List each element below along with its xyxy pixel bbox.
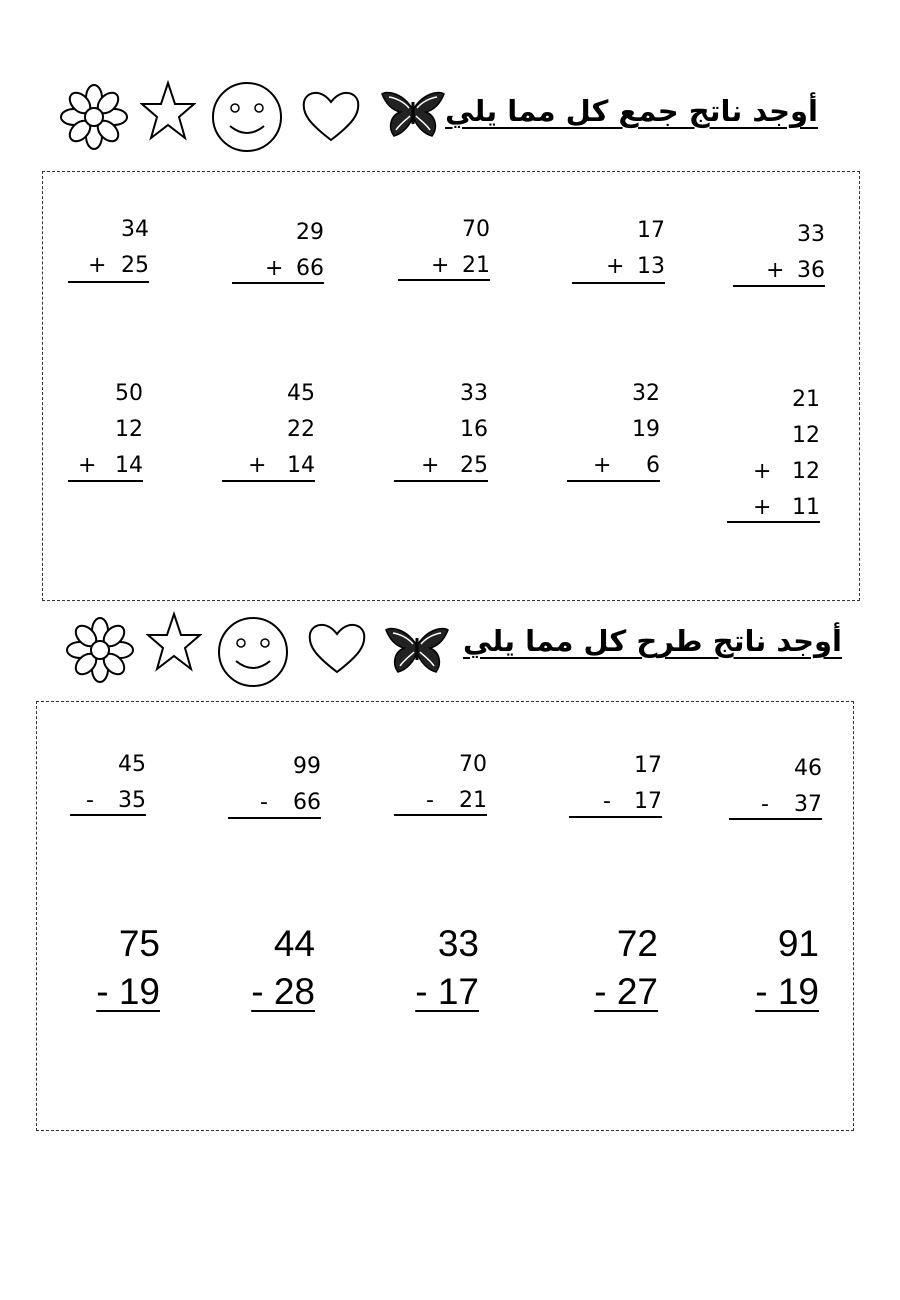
subtraction-title: أوجد ناتج طرح كل مما يلي [462, 624, 842, 658]
addition-problem: 50 12 + 14 [68, 376, 143, 484]
heart-icon [300, 88, 362, 144]
addition-problem: 21 12 + 12 + 11 [727, 382, 820, 526]
answer-line [729, 818, 822, 820]
subtraction-problem: 46 - 37 [729, 751, 822, 823]
answer-line [222, 480, 315, 482]
answer-line [567, 480, 660, 482]
addition-problem: 33 16 + 25 [394, 376, 488, 484]
butterfly-icon [380, 88, 446, 140]
subtraction-problem: 72 - 27 [594, 923, 658, 1012]
subtraction-problem: 17 - 17 [569, 748, 662, 820]
addition-problem: 32 19 + 6 [567, 376, 660, 484]
subtraction-problem: 70 - 21 [394, 747, 487, 819]
subtraction-problem: 33 - 17 [415, 923, 479, 1012]
subtraction-problem: 45 - 35 [70, 747, 146, 819]
addition-problem: 34 + 25 [68, 212, 149, 284]
addition-problem: 29 + 66 [232, 215, 324, 287]
addition-problem: 70 + 21 [398, 212, 490, 284]
answer-line [68, 480, 143, 482]
flower-icon [64, 616, 136, 684]
answer-line [733, 285, 825, 287]
subtraction-problem: 44 - 28 [251, 923, 315, 1012]
answer-line [394, 480, 488, 482]
answer-line [398, 279, 490, 281]
addition-title: أوجد ناتج جمع كل مما يلي [445, 94, 818, 128]
answer-line [68, 281, 149, 283]
answer-line [70, 814, 146, 816]
answer-line [572, 282, 665, 284]
subtraction-problem: 91 - 19 [755, 923, 819, 1012]
subtraction-problem: 99 - 66 [228, 749, 321, 821]
answer-line [232, 282, 324, 284]
butterfly-icon [384, 624, 450, 676]
star-icon [140, 80, 196, 142]
smiley-icon [210, 80, 284, 154]
addition-problem: 17 + 13 [572, 213, 665, 285]
answer-line [228, 817, 321, 819]
heart-icon [306, 620, 368, 676]
answer-line [727, 521, 820, 523]
subtraction-problem: 75 - 19 [96, 923, 160, 1012]
star-icon [146, 611, 202, 673]
answer-line [569, 816, 662, 818]
addition-problem: 33 + 36 [733, 217, 825, 289]
flower-icon [58, 84, 130, 150]
answer-line [394, 814, 487, 816]
smiley-icon [216, 615, 290, 689]
addition-problem: 45 22 + 14 [222, 376, 315, 484]
